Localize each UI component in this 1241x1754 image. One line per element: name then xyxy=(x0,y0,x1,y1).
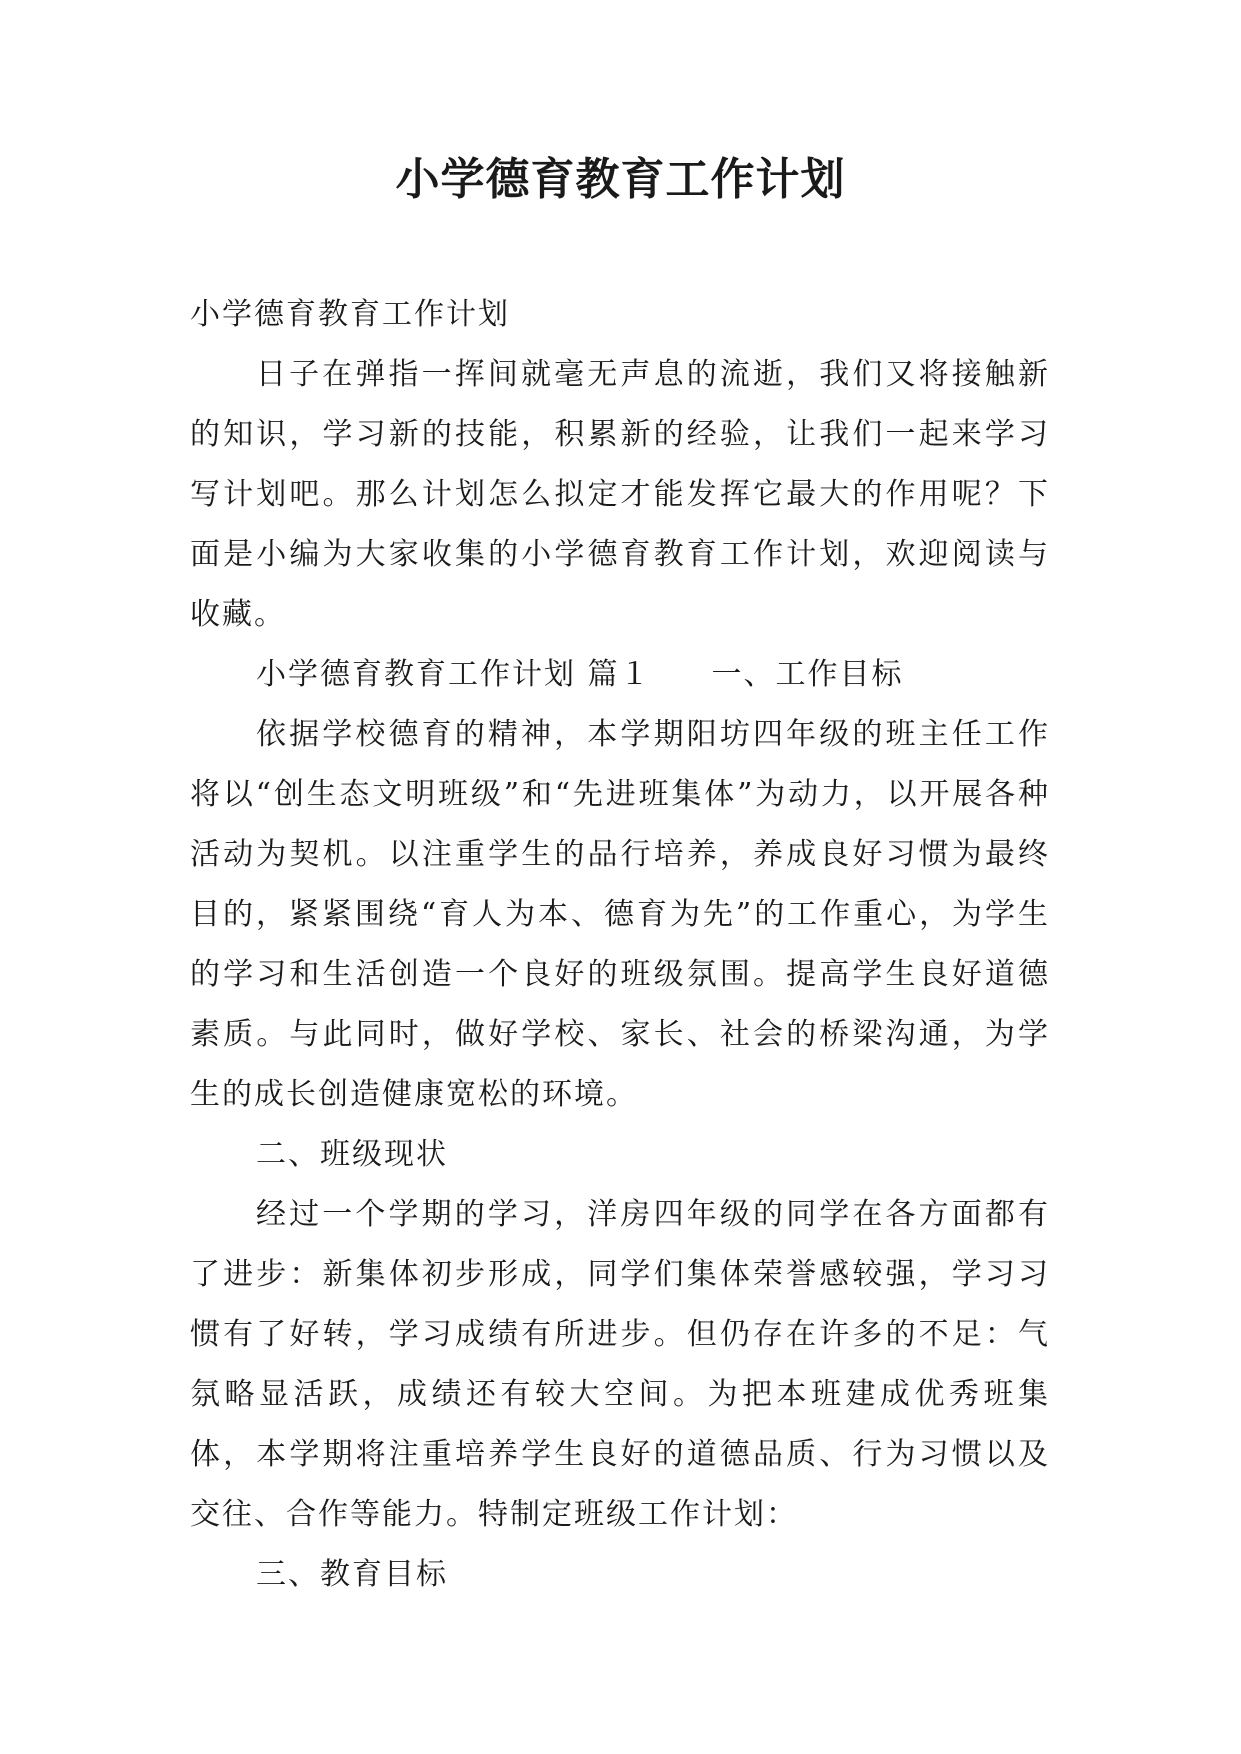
document-title: 小学德育教育工作计划 xyxy=(395,154,846,205)
section1-heading: 一、工作目标 xyxy=(711,657,904,692)
document-subtitle: 小学德育教育工作计划 xyxy=(190,297,510,332)
intro-paragraph: 日子在弹指一挥间就毫无声息的流逝，我们又将接触新的知识，学习新的技能，积累新的经验，让我们一起来学习写计划吧。那么计划怎么拟定才能发挥它最大的作用呢？下面是小编为大家收集的小学德育教育工作计划，欢迎阅读与收藏。 xyxy=(190,357,1050,632)
section2-paragraph: 经过一个学期的学习，洋房四年级的同学在各方面都有了进步：新集体初步形成，同学们集体荣誉感较强，学习习惯有了好转，学习成绩有所进步。但仍存在许多的不足：气氛略显活跃，成绩还有较大空间。为把本班建成优秀班集体，本学期将注重培养学生良好的道德品质、行为习惯以及交往、合作等能力。特制定班级工作计划： xyxy=(190,1197,1050,1532)
section2-heading: 二、班级现状 xyxy=(256,1137,448,1172)
section3-heading: 三、教育目标 xyxy=(256,1557,448,1592)
document-body xyxy=(190,285,1050,1605)
chapter-heading-line xyxy=(190,645,1050,705)
chapter-label: 小学德育教育工作计划 篇１ xyxy=(256,657,652,692)
section1-paragraph: 依据学校德育的精神，本学期阳坊四年级的班主任工作将以“创生态文明班级”和“先进班集体”为动力，以开展各种活动为契机。以注重学生的品行培养，养成良好习惯为最终目的，紧紧围绕“育人为本、德育为先”的工作重心，为学生的学习和生活创造一个良好的班级氛围。提高学生良好道德素质。与此同时，做好学校、家长、社会的桥梁沟通，为学生的成长创造健康宽松的环境。 xyxy=(190,717,1050,1112)
